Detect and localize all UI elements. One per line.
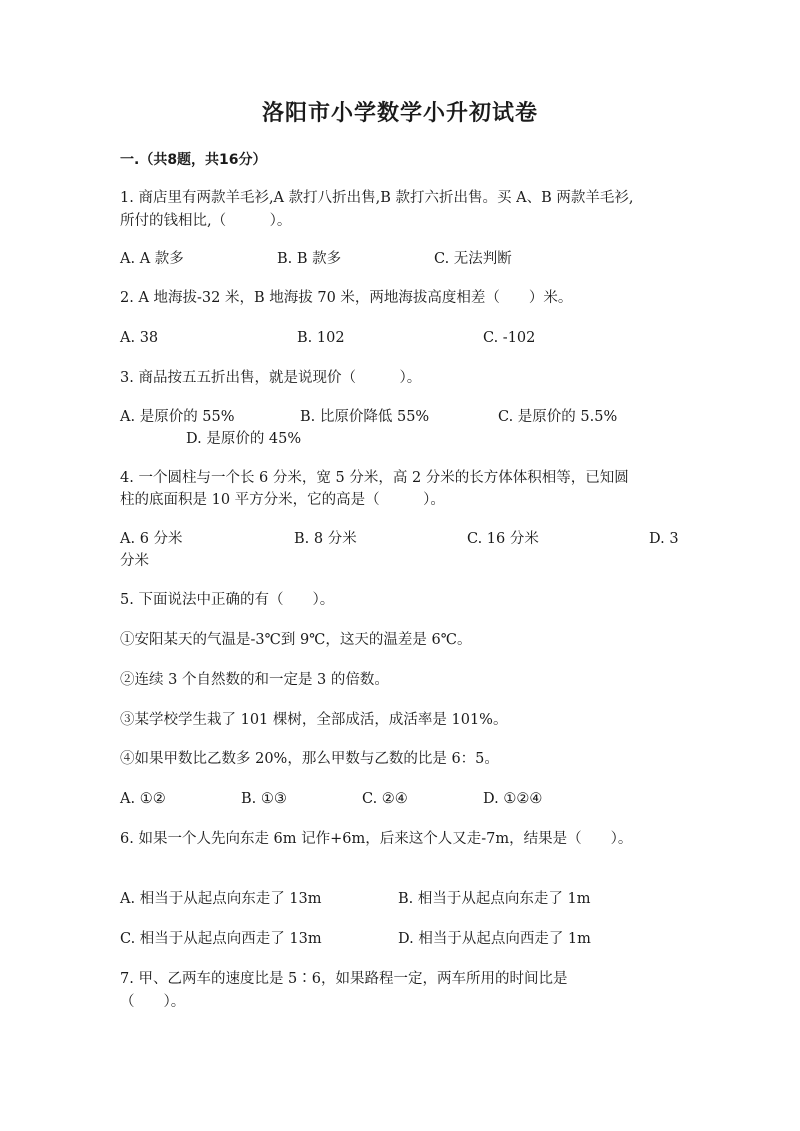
question-5-statement-2: ②连续 3 个自然数的和一定是 3 的倍数。 (120, 672, 389, 688)
question-3-option-a: A. 是原价的 55% (120, 409, 235, 425)
question-2-option-a: A. 38 (120, 330, 159, 346)
question-5-option-c: C. ②④ (362, 791, 408, 807)
question-3-option-d: D. 是原价的 45% (186, 431, 302, 447)
question-5-text: 5. 下面说法中正确的有（ ）。 (120, 592, 335, 608)
question-4-option-d-cont: 分米 (120, 553, 149, 569)
page-title: 洛阳市小学数学小升初试卷 (261, 100, 538, 126)
question-1-option-c: C. 无法判断 (434, 251, 512, 267)
question-2-text: 2. A 地海拔-32 米，B 地海拔 70 米，两地海拔高度相差（ ）米。 (120, 290, 573, 306)
question-6-option-b: B. 相当于从起点向东走了 1m (398, 891, 591, 907)
question-6-option-d: D. 相当于从起点向西走了 1m (398, 931, 591, 947)
section-heading: 一.（共8题，共16分） (120, 152, 267, 168)
question-5-statement-4: ④如果甲数比乙数多 20%，那么甲数与乙数的比是 6：5。 (120, 751, 499, 767)
question-5-statement-3: ③某学校学生栽了 101 棵树，全部成活，成活率是 101%。 (120, 712, 508, 728)
question-3-text: 3. 商品按五五折出售，就是说现价（ ）。 (120, 370, 422, 386)
question-2-option-b: B. 102 (297, 330, 345, 346)
question-1-text: 1. 商店里有两款羊毛衫,A 款打八折出售,B 款打六折出售。买 A、B 两款羊毛衫, (120, 190, 634, 206)
question-5-option-d: D. ①②④ (483, 791, 543, 807)
question-1-option-a: A. A 款多 (120, 251, 184, 267)
question-6-option-c: C. 相当于从起点向西走了 13m (120, 931, 322, 947)
question-4-option-b: B. 8 分米 (294, 531, 357, 547)
question-4-text: 4. 一个圆柱与一个长 6 分米，宽 5 分米，高 2 分米的长方体体积相等，已知圆 (120, 470, 629, 486)
question-5-statement-1: ①安阳某天的气温是-3℃到 9℃，这天的温差是 6℃。 (120, 632, 472, 648)
question-1-text-cont: 所付的钱相比,（ ）。 (120, 213, 292, 229)
question-3-option-b: B. 比原价降低 55% (300, 409, 430, 425)
question-7-text: 7. 甲、乙两车的速度比是 5∶6，如果路程一定，两车所用的时间比是 (120, 971, 568, 987)
question-3-option-c: C. 是原价的 5.5% (498, 409, 618, 425)
question-6-option-a: A. 相当于从起点向东走了 13m (120, 891, 322, 907)
question-7-text-cont: （ ）。 (120, 994, 186, 1010)
question-4-option-a: A. 6 分米 (120, 531, 183, 547)
question-2-option-c: C. -102 (483, 330, 536, 346)
question-5-option-b: B. ①③ (241, 791, 287, 807)
question-6-text: 6. 如果一个人先向东走 6m 记作+6m，后来这个人又走-7m，结果是（ ）。 (120, 831, 633, 847)
question-4-option-d: D. 3 (649, 531, 679, 547)
question-4-option-c: C. 16 分米 (467, 531, 539, 547)
question-1-option-b: B. B 款多 (277, 251, 342, 267)
question-5-option-a: A. ①② (120, 791, 166, 807)
question-4-text-cont: 柱的底面积是 10 平方分米，它的高是（ ）。 (120, 492, 445, 508)
